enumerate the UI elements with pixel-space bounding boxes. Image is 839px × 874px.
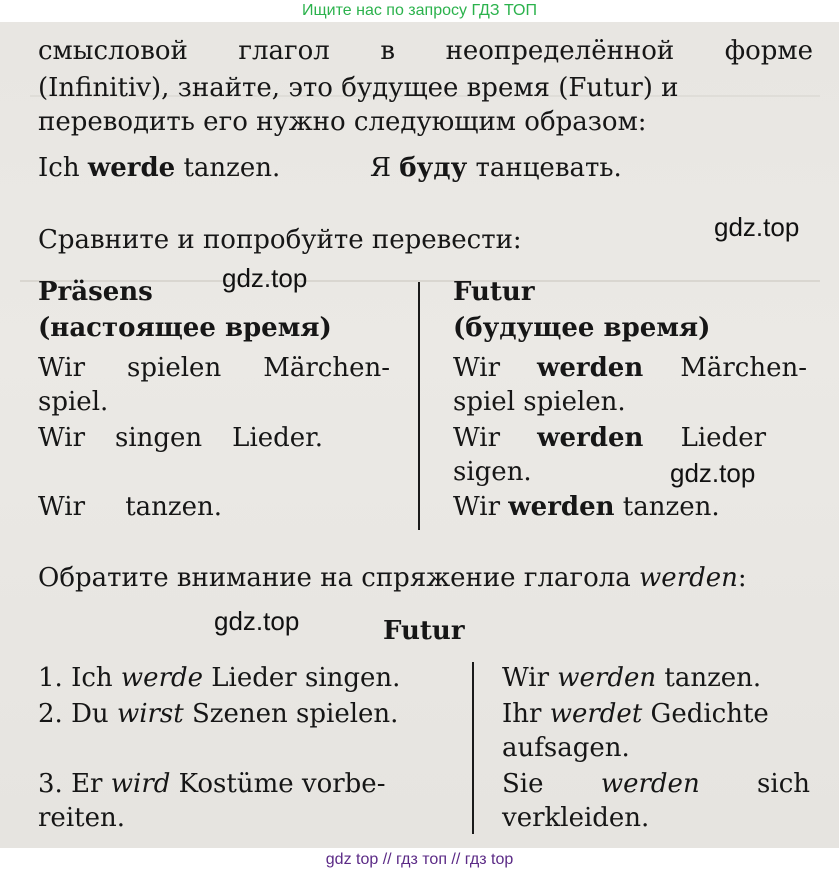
text: Szenen spielen.	[183, 699, 399, 729]
text: Ihr	[502, 699, 550, 729]
word: Märchen-	[680, 353, 808, 383]
text: танцевать.	[467, 153, 622, 183]
watermark: gdz.top	[222, 263, 308, 293]
watermark: gdz.top	[714, 212, 800, 242]
text: tanzen.	[614, 492, 720, 522]
text: Gedichte	[642, 699, 769, 729]
watermark: gdz.top	[214, 606, 300, 636]
word: spielen	[127, 353, 222, 383]
word: sich	[757, 769, 810, 799]
word: Lieder	[680, 423, 767, 453]
conj-row-2	[38, 698, 398, 730]
word: Lieder.	[232, 423, 324, 453]
conjugation-title: Futur	[383, 616, 465, 646]
text: 3. Er	[38, 769, 111, 799]
text: Wir	[453, 492, 509, 522]
word: смысловой	[38, 36, 188, 66]
conj-row-3	[38, 768, 385, 800]
word: tanzen.	[125, 492, 222, 522]
compare-instruction: Сравните и попробуйте перевести:	[38, 225, 522, 255]
text: Lieder singen.	[203, 663, 401, 693]
example-russian	[370, 152, 622, 184]
word: Wir	[453, 423, 501, 453]
intro-line-3: переводить его нужно следующим образом:	[38, 107, 647, 137]
word: неопределённой	[445, 36, 675, 66]
italic-verb: werden	[557, 663, 657, 693]
text: Wir	[502, 663, 558, 693]
present-subheading: (настоящее время)	[38, 313, 332, 343]
text: 1. Ich	[38, 663, 121, 693]
future-row-3	[453, 491, 720, 523]
bold-verb: werden	[537, 353, 644, 383]
future-row-1b: spiel spielen.	[453, 387, 626, 417]
conj-row-1	[38, 662, 400, 694]
bold-verb: werden	[537, 423, 644, 453]
example-german	[38, 152, 280, 184]
word: форме	[724, 36, 814, 66]
footer-links[interactable]	[0, 848, 839, 874]
future-row-2a	[453, 422, 766, 454]
bold-verb: werde	[87, 153, 176, 183]
italic-verb: wird	[110, 769, 171, 799]
word: Wir	[38, 353, 86, 383]
conj-column-divider	[472, 662, 474, 834]
italic-verb: werdet	[549, 699, 643, 729]
present-heading: Präsens	[38, 277, 153, 307]
column-divider	[418, 282, 420, 530]
present-row-3	[38, 491, 222, 523]
word: в	[380, 36, 396, 66]
word: глагол	[238, 36, 330, 66]
text: 2. Du	[38, 699, 117, 729]
conjugation-instruction	[38, 562, 747, 594]
text: Ich	[38, 153, 88, 183]
intro-line-2: (Infinitiv), знайте, это будущее время (Futur) и	[38, 73, 679, 103]
future-row-2b: sigen.	[453, 457, 532, 487]
intro-line-1	[38, 35, 813, 67]
ad-banner[interactable]	[0, 0, 839, 22]
bold-verb: буду	[399, 153, 468, 183]
future-row-1a	[453, 352, 807, 384]
word: singen	[115, 423, 203, 453]
ad-text[interactable]: Ищите нас по запросу ГДЗ ТОП	[302, 2, 537, 19]
present-row-1b: spiel.	[38, 387, 109, 417]
italic-verb: werde	[120, 663, 204, 693]
word: Wir	[453, 353, 501, 383]
conj-row-5	[502, 698, 769, 730]
text: tanzen.	[175, 153, 281, 183]
word: Märchen-	[263, 353, 390, 383]
word: Sie	[502, 769, 544, 799]
future-heading: Futur	[453, 277, 535, 307]
text: Обратите внимание на спряжение глагола	[38, 563, 640, 593]
conj-row-6	[502, 768, 810, 800]
conj-row-5b: aufsagen.	[502, 733, 630, 763]
italic-verb: werden	[600, 769, 700, 799]
word: Wir	[38, 492, 86, 522]
present-row-2	[38, 422, 323, 454]
word: Wir	[38, 423, 86, 453]
footer-text[interactable]: gdz top // гдз топ // гдз top	[325, 851, 514, 868]
conj-row-3b: reiten.	[38, 803, 125, 833]
italic-verb: wirst	[116, 699, 184, 729]
italic-verb: werden	[639, 563, 738, 593]
text: Kostüme vorbe-	[170, 769, 386, 799]
conj-row-6b: verkleiden.	[502, 803, 650, 833]
conj-row-4	[502, 662, 761, 694]
text: tanzen.	[656, 663, 762, 693]
bold-verb: werden	[508, 492, 615, 522]
text: :	[737, 563, 747, 593]
text: Я	[370, 153, 400, 183]
watermark: gdz.top	[670, 458, 756, 488]
present-row-1a	[38, 352, 390, 384]
future-subheading: (будущее время)	[453, 313, 711, 343]
